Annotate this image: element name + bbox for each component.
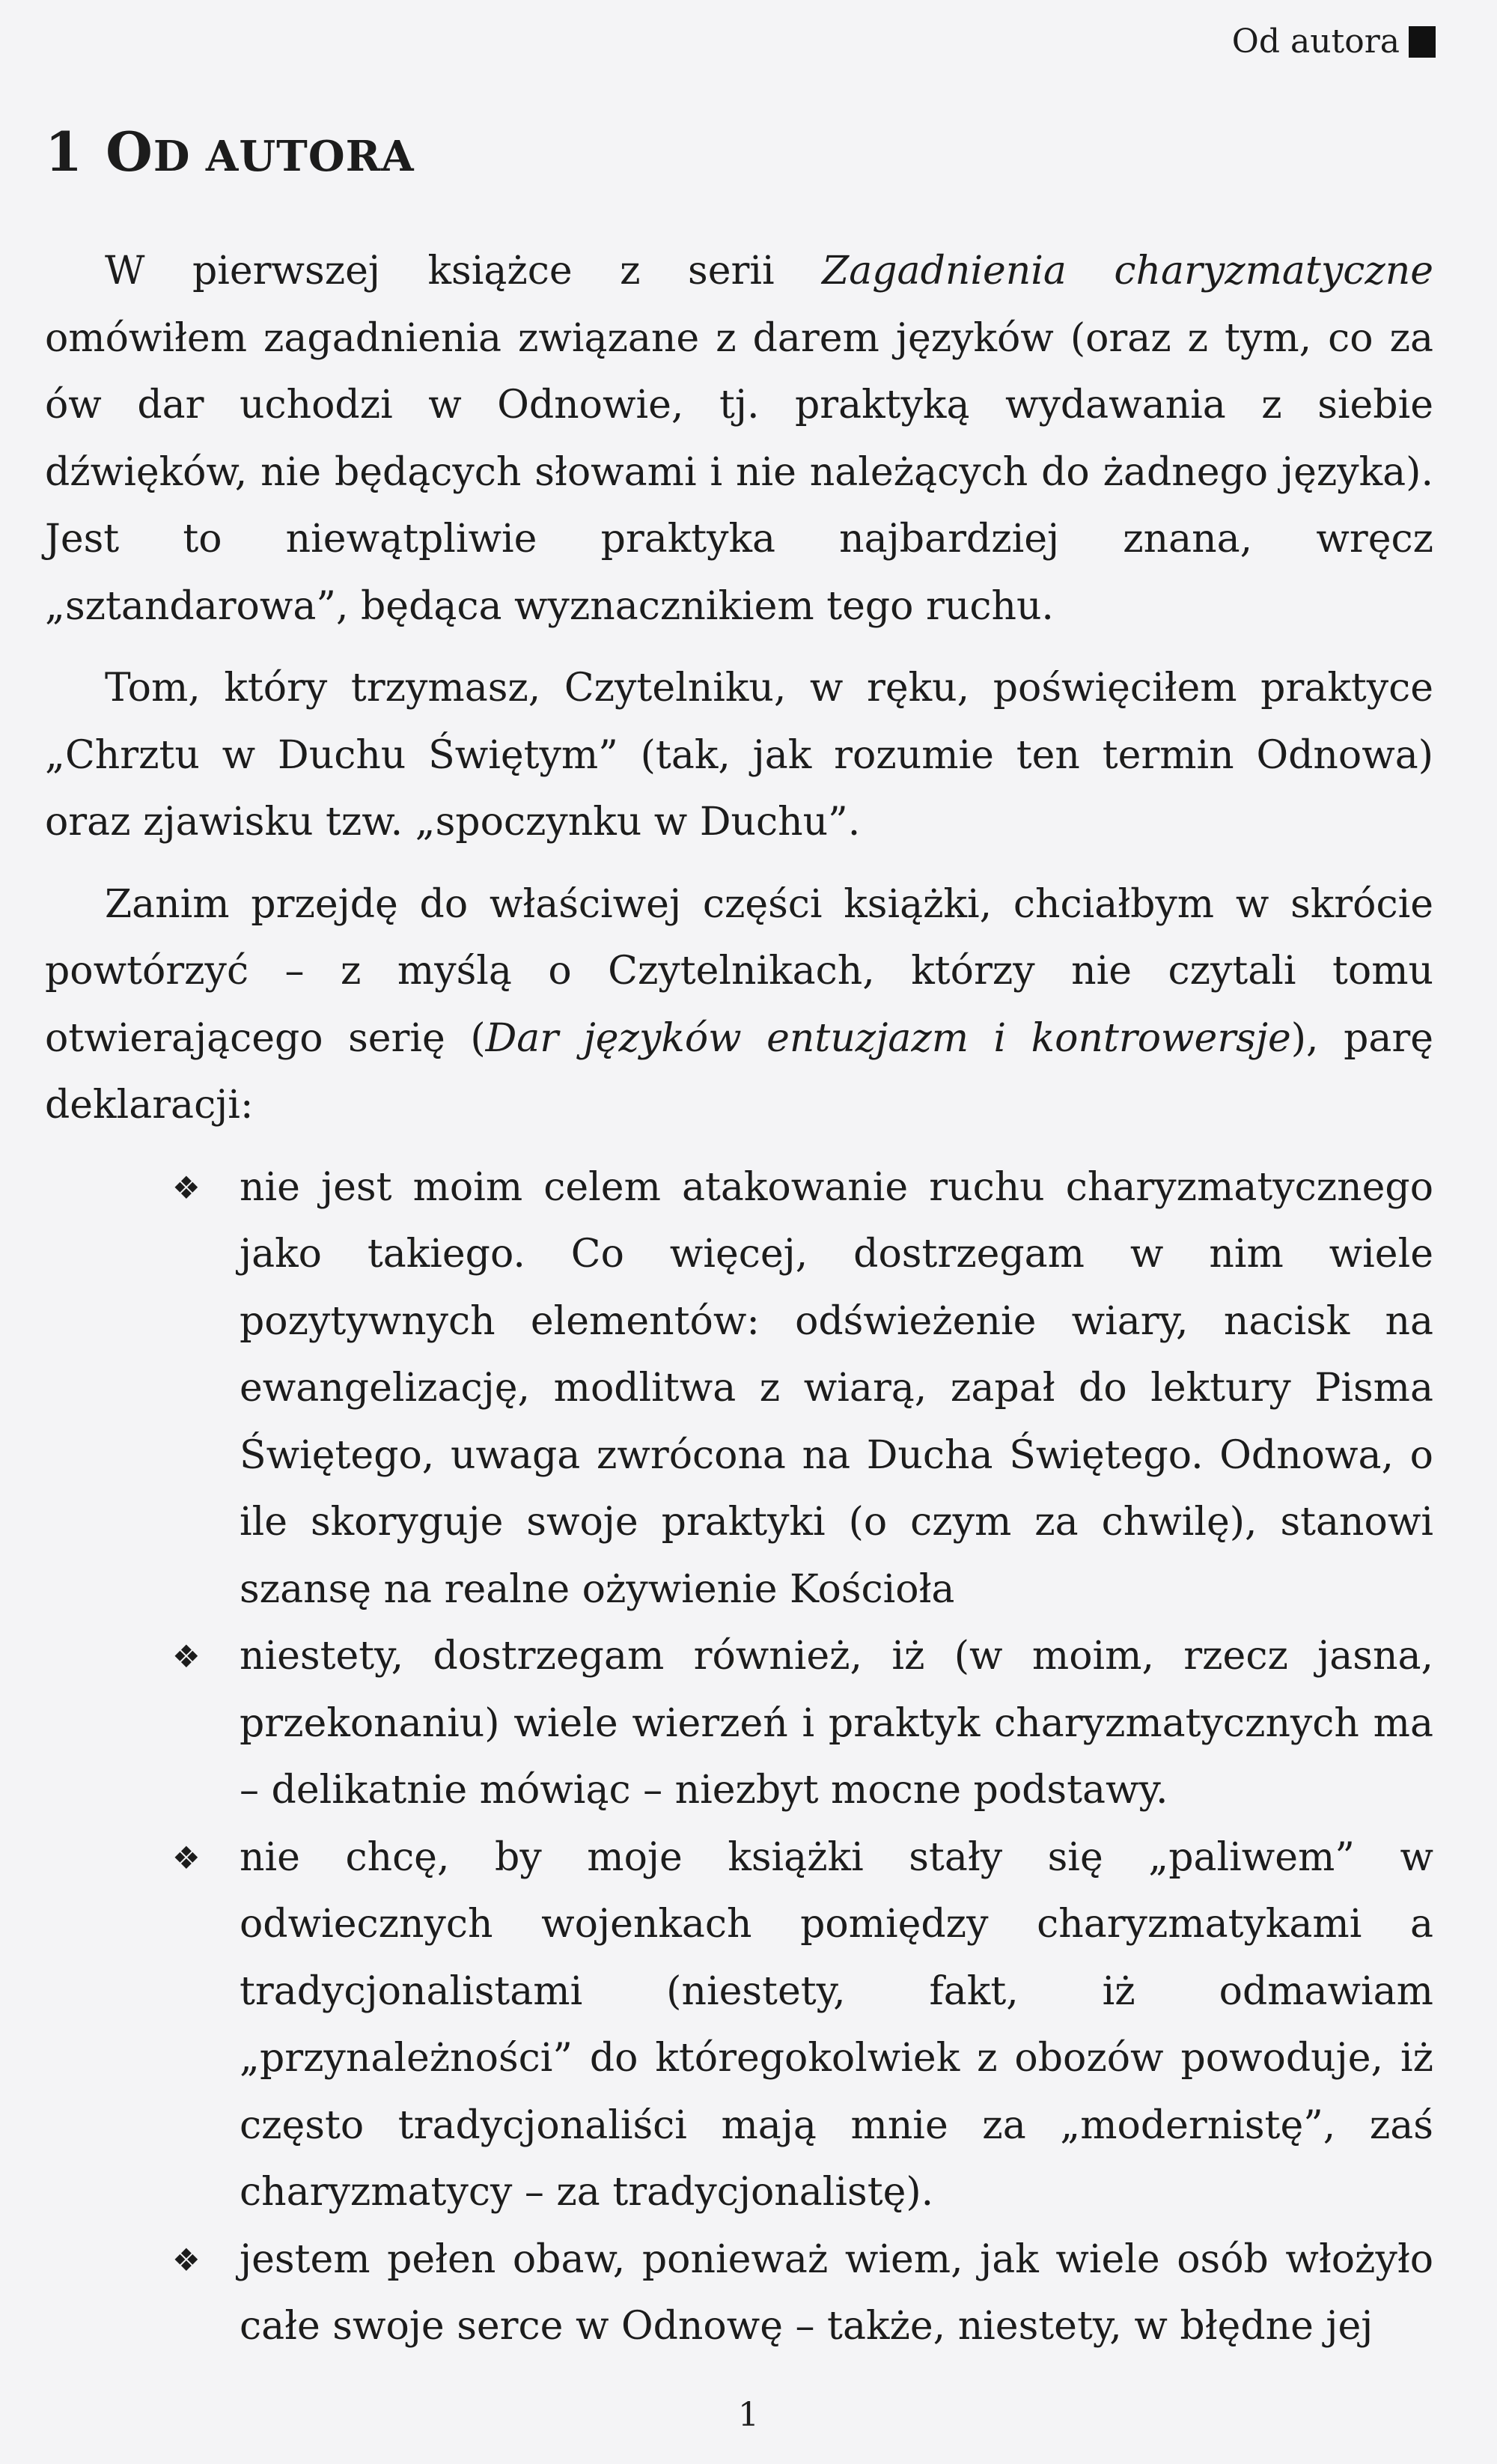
list-item: [45, 2227, 1433, 2361]
paragraph-1: [45, 238, 1433, 640]
diamond-bullet-icon: ❖: [172, 1638, 201, 1675]
chapter-title: [45, 120, 415, 183]
list-item: [45, 1623, 1433, 1825]
list-item-text: nie jest moim celem atakowanie ruchu charyzmatycznego jako takiego. Co więcej, dostrzegam w nim wiele pozytywnych elementów: odświeżenie wiary, nacisk na ewangelizację, modlitwa z wiarą, zapał do lektury Pisma Świętego, uwaga zwrócona na Ducha Świętego. Odnowa, o ile skoryguje swoje praktyki (o czym za chwilę), stanowi szansę na realne ożywienie Kościoła: [240, 1164, 1433, 1612]
paragraph-3: [45, 871, 1433, 1140]
chapter-title-initial: O: [106, 120, 153, 183]
series-title: Zagadnienia charyzmatyczne: [822, 249, 1433, 293]
paragraph-3-text-b: ), parę deklaracji:: [45, 1015, 1434, 1128]
diamond-bullet-icon: ❖: [172, 2241, 201, 2278]
paragraph-1-text-a: W pierwszej książce z serii: [105, 249, 823, 293]
list-item: [45, 1155, 1433, 1624]
page-number: 1: [738, 2396, 759, 2434]
list-item-text: jestem pełen obaw, ponieważ wiem, jak wiele osób włożyło całe swoje serce w Odnowę – także, niestety, w błędne jej: [240, 2236, 1433, 2349]
paragraph-2: Tom, który trzymasz, Czytelniku, w ręku, poświęciłem praktyce „Chrztu w Duchu Świętym” (tak, jak rozumie ten termin Odnowa) oraz zjawisku tzw. „spoczynku w Duchu”.: [45, 666, 1433, 845]
paragraph-3-text-a: Zanim przejdę do właściwej części książki, chciałbym w skrócie powtórzyć – z myślą o Czytelnikach, którzy nie czytali tomu otwierającego serię (: [45, 881, 1433, 1061]
chapter-title-rest: D AUTORA: [153, 132, 415, 181]
running-header: [1232, 22, 1436, 61]
list-item-text: nie chcę, by moje książki stały się „paliwem” w odwiecznych wojenkach pomiędzy charyzmatykami a tradycjonalistami (niestety, fakt, iż odmawiam „przynależności” do któregokolwiek z obozów powoduje, iż często tradycjonaliści mają mnie za „modernistę”, zaś charyzmatycy – za tradycjonalistę).: [240, 1834, 1433, 2215]
chapter-number: 1: [45, 120, 84, 183]
book-title: Dar języków entuzjazm i kontrowersje: [485, 1015, 1291, 1061]
body-text: [45, 238, 1433, 2361]
list-item-text: niestety, dostrzegam również, iż (w moim, rzecz jasna, przekonaniu) wiele wierzeń i praktyk charyzmatycznych ma – delikatnie mówiąc – niezbyt mocne podstawy.: [240, 1634, 1433, 1813]
header-marker-square: [1409, 26, 1436, 58]
running-header-title: Od autora: [1231, 22, 1400, 61]
declaration-list: [45, 1155, 1433, 2361]
diamond-bullet-icon: ❖: [172, 1169, 201, 1206]
list-item: [45, 1825, 1433, 2227]
diamond-bullet-icon: ❖: [172, 1839, 201, 1876]
paragraph-1-text-b: omówiłem zagadnienia związane z darem języków (oraz z tym, co za ów dar uchodzi w Odnowie, tj. praktyką wydawania z siebie dźwięków, nie będących słowami i nie należących do żadnego języka). Jest to niewątpliwie praktyka najbardziej znana, wręcz „sztandarowa”, będąca wyznacznikiem tego ruchu.: [45, 315, 1433, 629]
